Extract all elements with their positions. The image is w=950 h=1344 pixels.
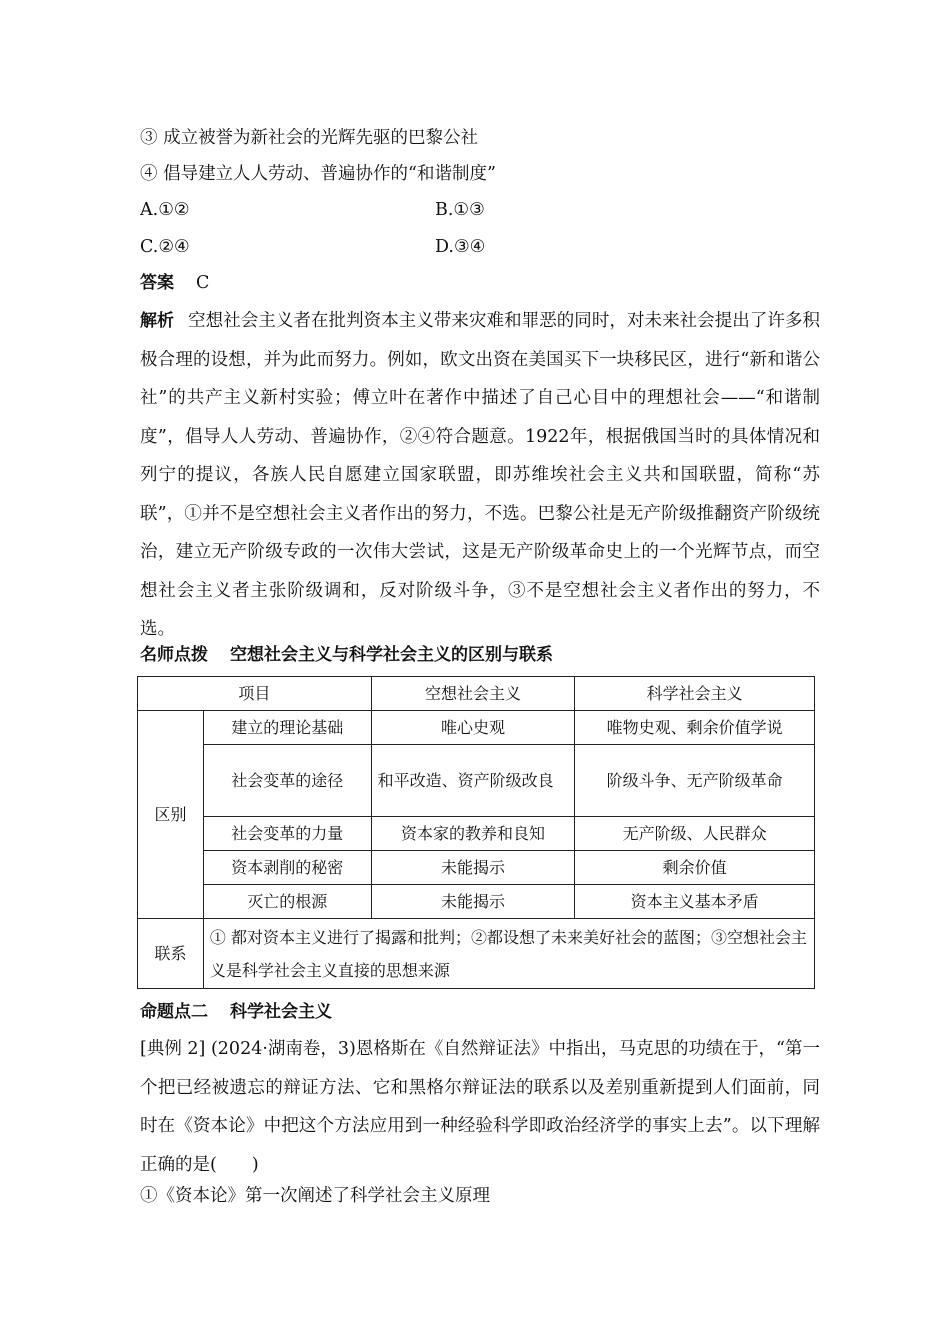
option-item-3: ③ 成立被誉为新社会的光辉先驱的巴黎公社 [140,128,479,148]
row-utopian: 资本家的教养和良知 [371,817,575,851]
row-item: 社会变革的力量 [203,817,371,851]
link-text: ① 都对资本主义进行了揭露和批判；②都设想了未来美好社会的蓝图；③空想社会主义是科学社会主义直接的思想来源 [203,919,814,989]
choice-a: A.①② [140,200,190,220]
analysis-paragraph [140,302,820,649]
example-paragraph [140,1030,820,1184]
example-text: (2024·湖南卷，3)恩格斯在《自然辩证法》中指出，马克思的功绩在于，“第一个把已经被遗忘的辩证方法、它和黑格尔辩证法的联系以及差别重新提到人们面前，同时在《资本论》中把这个方法应用到一种经验科学即政治经济学的事实上去”。以下理解正确的是( ) [140,1039,820,1175]
tip-label: 名师点拨 [140,645,208,665]
row-scientific: 阶级斗争、无产阶级革命 [575,745,815,817]
table-header-row [138,677,815,711]
row-scientific: 无产阶级、人民群众 [575,817,815,851]
comparison-table [137,676,815,989]
analysis-text: 空想社会主义者在批判资本主义带来灾难和罪恶的同时，对未来社会提出了许多积极合理的设想，并为此而努力。例如，欧文出资在美国买下一块移民区，进行“新和谐公社”的共产主义新村实验；傅立叶在著作中描述了自己心目中的理想社会——“和谐制度”，倡导人人劳动、普遍协作，②④符合题意。1922年，根据俄国当时的具体情况和列宁的提议，各族人民自愿建立国家联盟，即苏维埃社会主义共和国联盟，简称“苏联”，①并不是空想社会主义者作出的努力，不选。巴黎公社是无产阶级推翻资产阶级统治，建立无产阶级专政的一次伟大尝试，这是无产阶级革命史上的一个光辉节点，而空想社会主义者主张阶级调和，反对阶级斗争，③不是空想社会主义者作出的努力，不选。 [140,311,820,639]
choice-d: D.③④ [435,237,486,257]
row-utopian: 和平改造、资产阶级改良 [371,745,575,817]
section-title: 科学社会主义 [230,1002,332,1022]
row-item: 社会变革的途径 [203,745,371,817]
table-row [138,851,815,885]
table-row [138,711,815,745]
row-item: 资本剥削的秘密 [203,851,371,885]
row-item: 建立的理论基础 [203,711,371,745]
analysis-label: 解析 [140,311,175,331]
header-scientific: 科学社会主义 [575,677,815,711]
row-scientific: 唯物史观、剩余价值学说 [575,711,815,745]
tip-heading [140,643,553,667]
table-row [138,745,815,817]
row-utopian: 未能揭示 [371,851,575,885]
table-row [138,885,815,919]
row-scientific: 剩余价值 [575,851,815,885]
row-scientific: 资本主义基本矛盾 [575,885,815,919]
option-item-4: ④ 倡导建立人人劳动、普遍协作的“和谐制度” [140,164,496,184]
header-item: 项目 [138,677,372,711]
row-item: 灭亡的根源 [203,885,371,919]
example-tag: [典例 2] [140,1039,206,1059]
group-difference: 区别 [138,711,204,919]
next-option-item-1: ①《资本论》第一次阐述了科学社会主义原理 [140,1186,490,1206]
answer-value: C [196,273,210,293]
answer-label: 答案 [140,273,174,293]
section-label: 命题点二 [140,1002,208,1022]
table-row [138,817,815,851]
tip-title: 空想社会主义与科学社会主义的区别与联系 [230,645,553,665]
table-link-row [138,919,815,989]
group-link: 联系 [138,919,204,989]
answer-line [140,271,209,295]
row-utopian: 唯心史观 [371,711,575,745]
section-heading [140,1000,332,1024]
header-utopian: 空想社会主义 [371,677,575,711]
row-utopian: 未能揭示 [371,885,575,919]
choice-c: C.②④ [140,237,190,257]
choice-b: B.①③ [435,200,485,220]
